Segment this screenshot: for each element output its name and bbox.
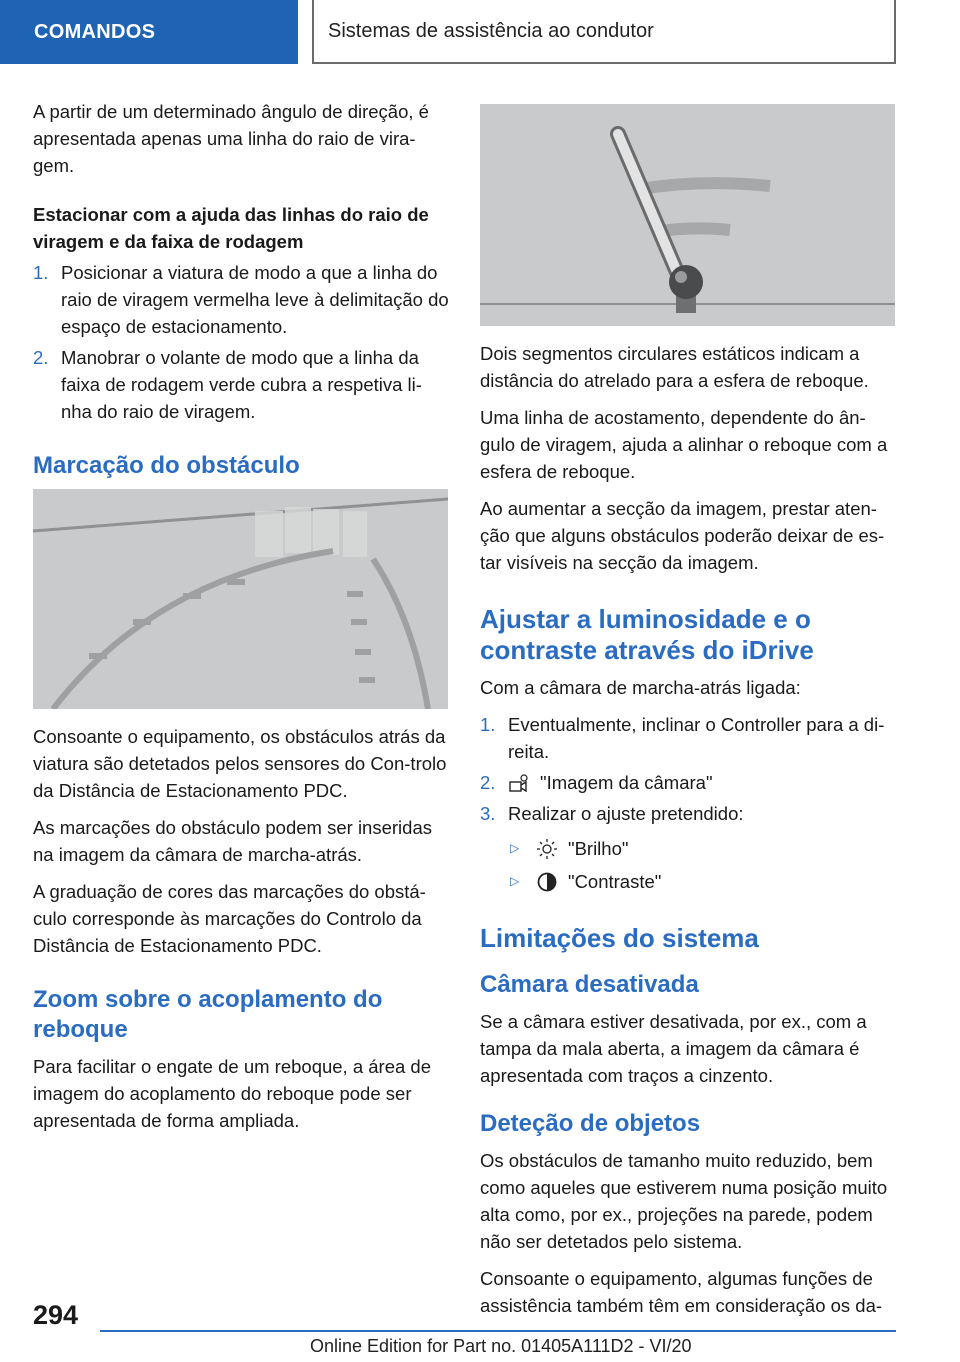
- tow-paragraph: Dois segmentos circulares estáticos indicam a distância do atrelado para a esfera de reboque.: [480, 343, 869, 391]
- obstacle-paragraph: Consoante o equipamento, os obstáculos atrás da viatura são detetados pelos sensores do Con-trolo da Distância de Estacionamento PDC.: [33, 726, 447, 801]
- right-column: [480, 104, 896, 1329]
- zoom-paragraph: Para facilitar o engate de um reboque, a área de imagem do acoplamento do reboque pode ser apresentada de forma ampliada.: [33, 1056, 432, 1131]
- obstacle-marking-figure: [33, 489, 448, 709]
- step-text: Realizar o ajuste pretendido:: [508, 803, 744, 824]
- zoom-heading: Zoom sobre o acoplamento do reboque: [33, 986, 383, 1043]
- option-text: "Contraste": [568, 871, 662, 892]
- parking-steps: [33, 259, 449, 425]
- section-label: COMANDOS: [34, 20, 156, 43]
- step-text: "Imagem da câmara": [540, 772, 713, 793]
- list-item: [480, 769, 896, 796]
- brightness-steps: [480, 711, 896, 827]
- list-item: [480, 711, 896, 765]
- list-item: [508, 868, 896, 895]
- footer-rule: [100, 1330, 896, 1332]
- camera-off-paragraph: Se a câmara estiver desativada, por ex., com a tampa da mala aberta, a imagem da câmara é apresentada com traços a cinzento.: [480, 1011, 867, 1086]
- step-number: 1.: [480, 714, 496, 735]
- step-number: 3.: [480, 803, 496, 824]
- bullet-triangle-icon: ▷: [510, 874, 520, 888]
- brightness-icon: [536, 838, 558, 860]
- detection-heading: Deteção de objetos: [480, 1110, 701, 1137]
- step-number: 2.: [33, 347, 49, 368]
- intro-paragraph: A partir de um determinado ângulo de direção, é apresentada apenas uma linha do raio de vira-gem.: [33, 101, 429, 176]
- contrast-icon: [536, 871, 558, 893]
- tow-paragraph: Ao aumentar a secção da imagem, prestar aten-ção que alguns obstáculos poderão deixar de es-tar visíveis na secção da imagem.: [480, 498, 885, 573]
- step-text: Manobrar o volante de modo que a linha da faixa de rodagem verde cubra a respetiva li-nha do raio de viragem.: [61, 347, 422, 422]
- camera-settings-icon: [508, 773, 530, 795]
- tow-paragraph: Uma linha de acostamento, dependente do ân-gulo de viragem, ajuda a alinhar o reboque com a esfera de reboque.: [480, 407, 888, 482]
- option-text: "Brilho": [568, 838, 629, 859]
- detection-paragraph: Consoante o equipamento, algumas funções de assistência também têm em consideração os da-: [480, 1268, 883, 1316]
- camera-off-heading: Câmara desativada: [480, 971, 699, 998]
- list-item: [33, 344, 449, 425]
- step-text: Posicionar a viatura de modo a que a linha do raio de viragem vermelha leve à delimitação do espaço de estacionamento.: [61, 262, 449, 337]
- step-number: 1.: [33, 262, 49, 283]
- obstacle-paragraph: A graduação de cores das marcações do obstá-culo corresponde às marcações do Controlo da Distância de Estacionamento PDC.: [33, 881, 426, 956]
- left-column: [33, 98, 449, 1144]
- obstacle-heading: Marcação do obstáculo: [33, 452, 300, 479]
- chapter-title: [312, 0, 896, 64]
- chapter-title-text: Sistemas de assistência ao condutor: [328, 19, 654, 42]
- edition-text: Online Edition for Part no. 01405A111D2 - VI/20: [310, 1336, 692, 1356]
- step-number: 2.: [480, 772, 496, 793]
- step-text: Eventualmente, inclinar o Controller para a di-reita.: [508, 714, 885, 762]
- list-item: [33, 259, 449, 340]
- page-number: 294: [33, 1300, 79, 1330]
- adjust-options: [480, 835, 896, 895]
- tow-hitch-figure: [480, 104, 895, 326]
- limits-heading: Limitações do sistema: [480, 923, 759, 953]
- bullet-triangle-icon: ▷: [510, 841, 520, 855]
- brightness-intro: Com a câmara de marcha-atrás ligada:: [480, 677, 801, 698]
- section-tab: [0, 0, 298, 64]
- brightness-heading: Ajustar a luminosidade e o contraste através do iDrive: [480, 604, 814, 665]
- list-item: [480, 800, 896, 827]
- detection-paragraph: Os obstáculos de tamanho muito reduzido, bem como aqueles que estiverem numa posição muito alta como, por ex., projeções na parede, podem não ser detetados pelo sistema.: [480, 1150, 888, 1252]
- obstacle-paragraph: As marcações do obstáculo podem ser inseridas na imagem da câmara de marcha-atrás.: [33, 817, 432, 865]
- list-item: [508, 835, 896, 862]
- parking-subheading: Estacionar com a ajuda das linhas do raio de viragem e da faixa de rodagem: [33, 204, 429, 252]
